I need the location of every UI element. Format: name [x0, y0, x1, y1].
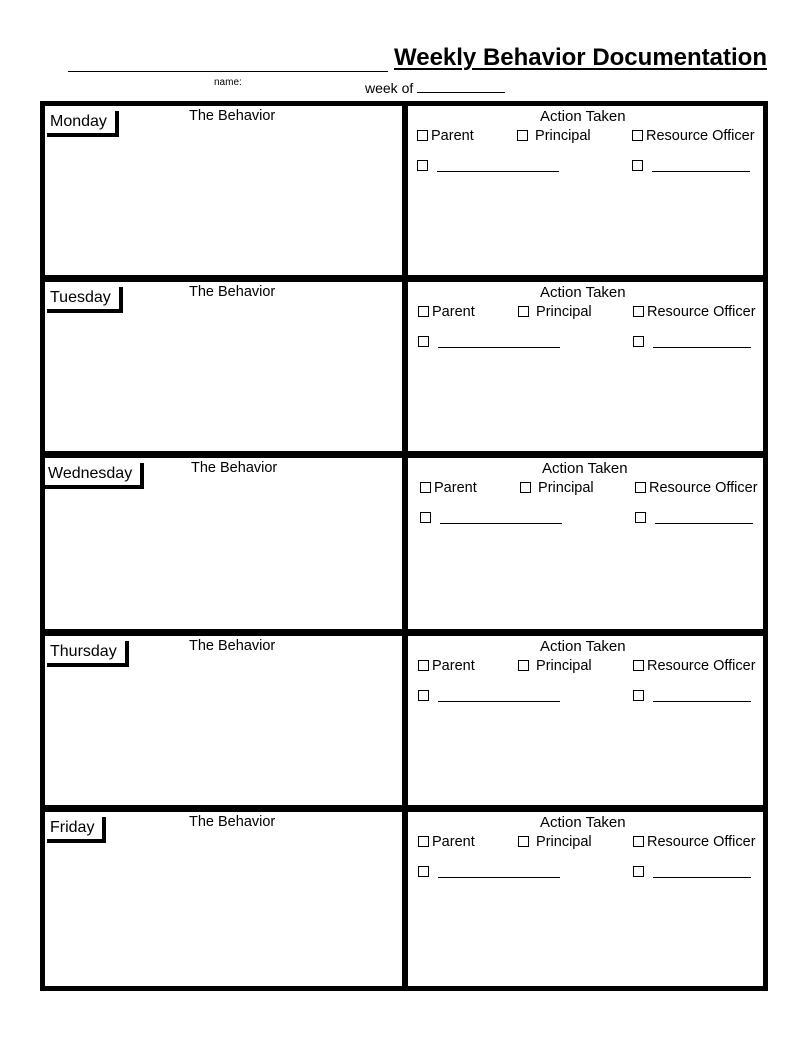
checkbox-icon[interactable] — [418, 690, 429, 701]
write-in-line[interactable] — [653, 691, 751, 702]
checkbox-icon[interactable] — [418, 866, 429, 877]
write-in-line[interactable] — [440, 513, 562, 524]
parent-label: Parent — [432, 658, 475, 674]
resource-officer-option[interactable] — [635, 480, 758, 496]
other-option-2[interactable] — [635, 510, 753, 526]
resource-officer-label: Resource Officer — [649, 480, 758, 496]
behavior-label: The Behavior — [189, 284, 276, 300]
principal-label: Principal — [538, 480, 594, 496]
week-of-field — [365, 80, 505, 96]
day-row-friday — [45, 812, 763, 986]
parent-option[interactable] — [420, 480, 477, 496]
resource-officer-option[interactable] — [632, 128, 755, 144]
resource-officer-option[interactable] — [633, 834, 756, 850]
action-taken-label: Action Taken — [540, 814, 626, 831]
checkbox-icon[interactable] — [633, 836, 644, 847]
checkbox-icon[interactable] — [633, 660, 644, 671]
day-row-monday — [45, 106, 763, 280]
checkbox-icon[interactable] — [635, 512, 646, 523]
checkbox-icon[interactable] — [520, 482, 531, 493]
day-label: Tuesday — [47, 287, 123, 313]
checkbox-icon[interactable] — [420, 512, 431, 523]
day-label: Friday — [47, 817, 106, 843]
resource-officer-option[interactable] — [633, 304, 756, 320]
write-in-line[interactable] — [438, 337, 560, 348]
checkbox-icon[interactable] — [632, 160, 643, 171]
write-in-line[interactable] — [653, 867, 751, 878]
resource-officer-label: Resource Officer — [647, 834, 756, 850]
parent-option[interactable] — [418, 834, 475, 850]
checkbox-icon[interactable] — [418, 336, 429, 347]
principal-label: Principal — [536, 304, 592, 320]
day-row-tuesday — [45, 282, 763, 456]
checkbox-icon[interactable] — [633, 306, 644, 317]
write-in-line[interactable] — [652, 161, 750, 172]
action-taken-label: Action Taken — [540, 284, 626, 301]
parent-option[interactable] — [417, 128, 474, 144]
principal-option[interactable] — [518, 304, 592, 320]
principal-option[interactable] — [520, 480, 594, 496]
day-row-thursday — [45, 636, 763, 810]
row-divider — [45, 805, 763, 812]
day-label: Monday — [47, 111, 119, 137]
checkbox-icon[interactable] — [418, 660, 429, 671]
parent-option[interactable] — [418, 304, 475, 320]
checkbox-icon[interactable] — [418, 306, 429, 317]
checkbox-icon[interactable] — [418, 836, 429, 847]
principal-label: Principal — [535, 128, 591, 144]
resource-officer-option[interactable] — [633, 658, 756, 674]
checkbox-icon[interactable] — [632, 130, 643, 141]
action-taken-label: Action Taken — [542, 460, 628, 477]
checkbox-icon[interactable] — [517, 130, 528, 141]
parent-label: Parent — [432, 834, 475, 850]
resource-officer-label: Resource Officer — [647, 304, 756, 320]
parent-label: Parent — [432, 304, 475, 320]
write-in-line[interactable] — [653, 337, 751, 348]
row-divider — [45, 451, 763, 458]
day-row-wednesday — [45, 458, 763, 634]
checkbox-icon[interactable] — [518, 306, 529, 317]
checkbox-icon[interactable] — [633, 866, 644, 877]
parent-option[interactable] — [418, 658, 475, 674]
row-divider — [45, 275, 763, 282]
other-option-1[interactable] — [418, 864, 560, 880]
checkbox-icon[interactable] — [518, 836, 529, 847]
week-of-label: week of — [365, 80, 414, 96]
checkbox-icon[interactable] — [420, 482, 431, 493]
behavior-label: The Behavior — [189, 108, 276, 124]
other-option-1[interactable] — [417, 158, 559, 174]
other-option-1[interactable] — [418, 334, 560, 350]
parent-label: Parent — [434, 480, 477, 496]
principal-option[interactable] — [518, 658, 592, 674]
other-option-1[interactable] — [420, 510, 562, 526]
action-taken-label: Action Taken — [540, 108, 626, 125]
day-label: Wednesday — [45, 463, 144, 489]
day-label: Thursday — [47, 641, 129, 667]
write-in-line[interactable] — [438, 867, 560, 878]
checkbox-icon[interactable] — [417, 160, 428, 171]
name-write-line[interactable] — [68, 71, 388, 72]
checkbox-icon[interactable] — [633, 336, 644, 347]
checkbox-icon[interactable] — [518, 660, 529, 671]
other-option-2[interactable] — [633, 334, 751, 350]
checkbox-icon[interactable] — [633, 690, 644, 701]
principal-label: Principal — [536, 658, 592, 674]
action-taken-label: Action Taken — [540, 638, 626, 655]
principal-label: Principal — [536, 834, 592, 850]
week-of-line[interactable] — [417, 82, 505, 93]
write-in-line[interactable] — [437, 161, 559, 172]
behavior-label: The Behavior — [189, 814, 276, 830]
name-label: name: — [214, 77, 242, 88]
behavior-label: The Behavior — [189, 638, 276, 654]
write-in-line[interactable] — [438, 691, 560, 702]
other-option-2[interactable] — [632, 158, 750, 174]
principal-option[interactable] — [518, 834, 592, 850]
other-option-2[interactable] — [633, 864, 751, 880]
parent-label: Parent — [431, 128, 474, 144]
row-divider — [45, 629, 763, 636]
checkbox-icon[interactable] — [417, 130, 428, 141]
other-option-1[interactable] — [418, 688, 560, 704]
write-in-line[interactable] — [655, 513, 753, 524]
behavior-label: The Behavior — [191, 460, 278, 476]
resource-officer-label: Resource Officer — [647, 658, 756, 674]
resource-officer-label: Resource Officer — [646, 128, 755, 144]
checkbox-icon[interactable] — [635, 482, 646, 493]
behavior-table — [40, 101, 768, 991]
principal-option[interactable] — [517, 128, 591, 144]
other-option-2[interactable] — [633, 688, 751, 704]
page-title: Weekly Behavior Documentation — [394, 44, 767, 71]
